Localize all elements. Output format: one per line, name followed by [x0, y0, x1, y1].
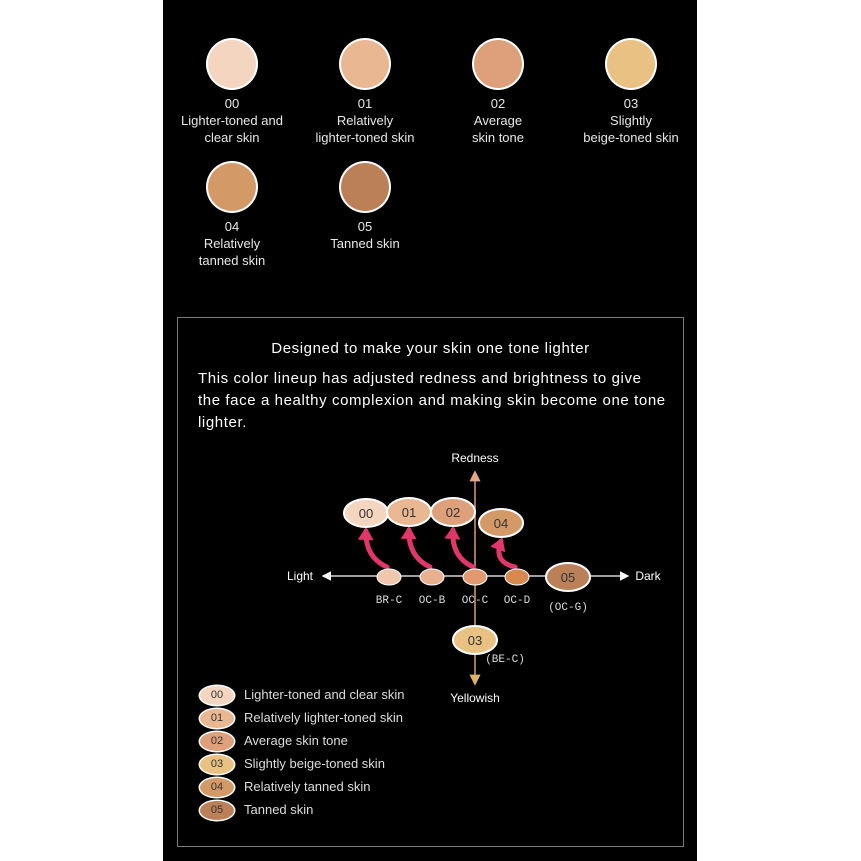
base-point-oval	[505, 569, 529, 585]
base-point-label: OC-B	[418, 595, 446, 607]
shade-oval-code: 00	[358, 506, 374, 521]
swatch-desc-line1: Lighter-toned and	[181, 113, 283, 128]
swatch-desc-line1: Relatively	[336, 113, 394, 128]
swatch-code: 05	[357, 219, 373, 234]
base-point-oval	[377, 569, 401, 585]
shade-oval-code: 05	[560, 570, 576, 585]
swatch-desc-line2: beige-toned skin	[583, 130, 679, 145]
shade-oval-code: 04	[493, 516, 509, 531]
legend-swatch: 03	[200, 755, 234, 774]
swatch-code: 02	[490, 96, 506, 111]
swatch-desc-line1: Slightly	[610, 113, 652, 128]
legend-item-02	[200, 732, 460, 752]
swatch-code: 00	[224, 96, 240, 111]
shade-sublabel: (OC-G)	[548, 602, 588, 614]
shift-arrow-head	[444, 526, 460, 540]
swatch-desc-line1: Tanned skin	[330, 236, 400, 251]
legend-item-01	[200, 709, 460, 729]
swatch-desc-line2: lighter-toned skin	[315, 130, 415, 145]
swatch-desc-line2: skin tone	[471, 130, 525, 145]
legend-item-05	[200, 801, 460, 821]
legend-label: Relatively tanned skin	[244, 779, 371, 794]
legend-item-04	[200, 778, 460, 798]
legend-swatch: 05	[200, 801, 234, 820]
axis-label-dark: Dark	[635, 569, 661, 583]
legend-label: Average skin tone	[244, 733, 348, 748]
base-point-label: BR-C	[375, 595, 403, 607]
legend-swatch: 01	[200, 709, 234, 728]
legend-label: Tanned skin	[244, 802, 314, 817]
legend-label: Slightly beige-toned skin	[244, 756, 385, 771]
shade-oval-code: 03	[467, 633, 483, 648]
legend-swatch: 02	[200, 732, 234, 751]
swatch-desc-line1: Average	[473, 113, 523, 128]
shift-arrow-head	[358, 527, 374, 540]
axis-label-yellowish: Yellowish	[450, 691, 500, 705]
base-points	[376, 569, 531, 607]
swatch-desc-line2: tanned skin	[198, 253, 266, 268]
swatch-desc-line2: clear skin	[204, 130, 260, 145]
box-body: This color lineup has adjusted redness and brightness to give the face a healthy complexion and making skin become one tone lighter.	[198, 370, 666, 431]
legend-item-03	[200, 755, 460, 775]
base-point-label: OC-C	[461, 595, 489, 607]
axis-label-redness: Redness	[451, 451, 499, 465]
legend-swatch: 00	[200, 686, 234, 705]
legend-label: Relatively lighter-toned skin	[244, 710, 403, 725]
legend-label: Lighter-toned and clear skin	[244, 687, 405, 702]
box-title: Designed to make your skin one tone lighter	[271, 340, 590, 357]
base-point-label: OC-D	[503, 595, 531, 607]
shift-arrow-head	[401, 526, 417, 539]
shade-oval-code: 02	[445, 505, 461, 520]
swatch-code: 04	[224, 219, 240, 234]
shade-oval-code: 01	[401, 505, 417, 520]
shade-sublabel: (BE-C)	[485, 654, 525, 666]
swatch-code: 03	[623, 96, 639, 111]
swatch-code: 01	[357, 96, 373, 111]
base-point-oval	[420, 569, 444, 585]
swatch-desc-line1: Relatively	[203, 236, 261, 251]
legend-item-00	[200, 686, 460, 706]
base-point-oval	[463, 569, 487, 585]
axis-label-light: Light	[286, 569, 314, 583]
legend-swatch: 04	[200, 778, 234, 797]
